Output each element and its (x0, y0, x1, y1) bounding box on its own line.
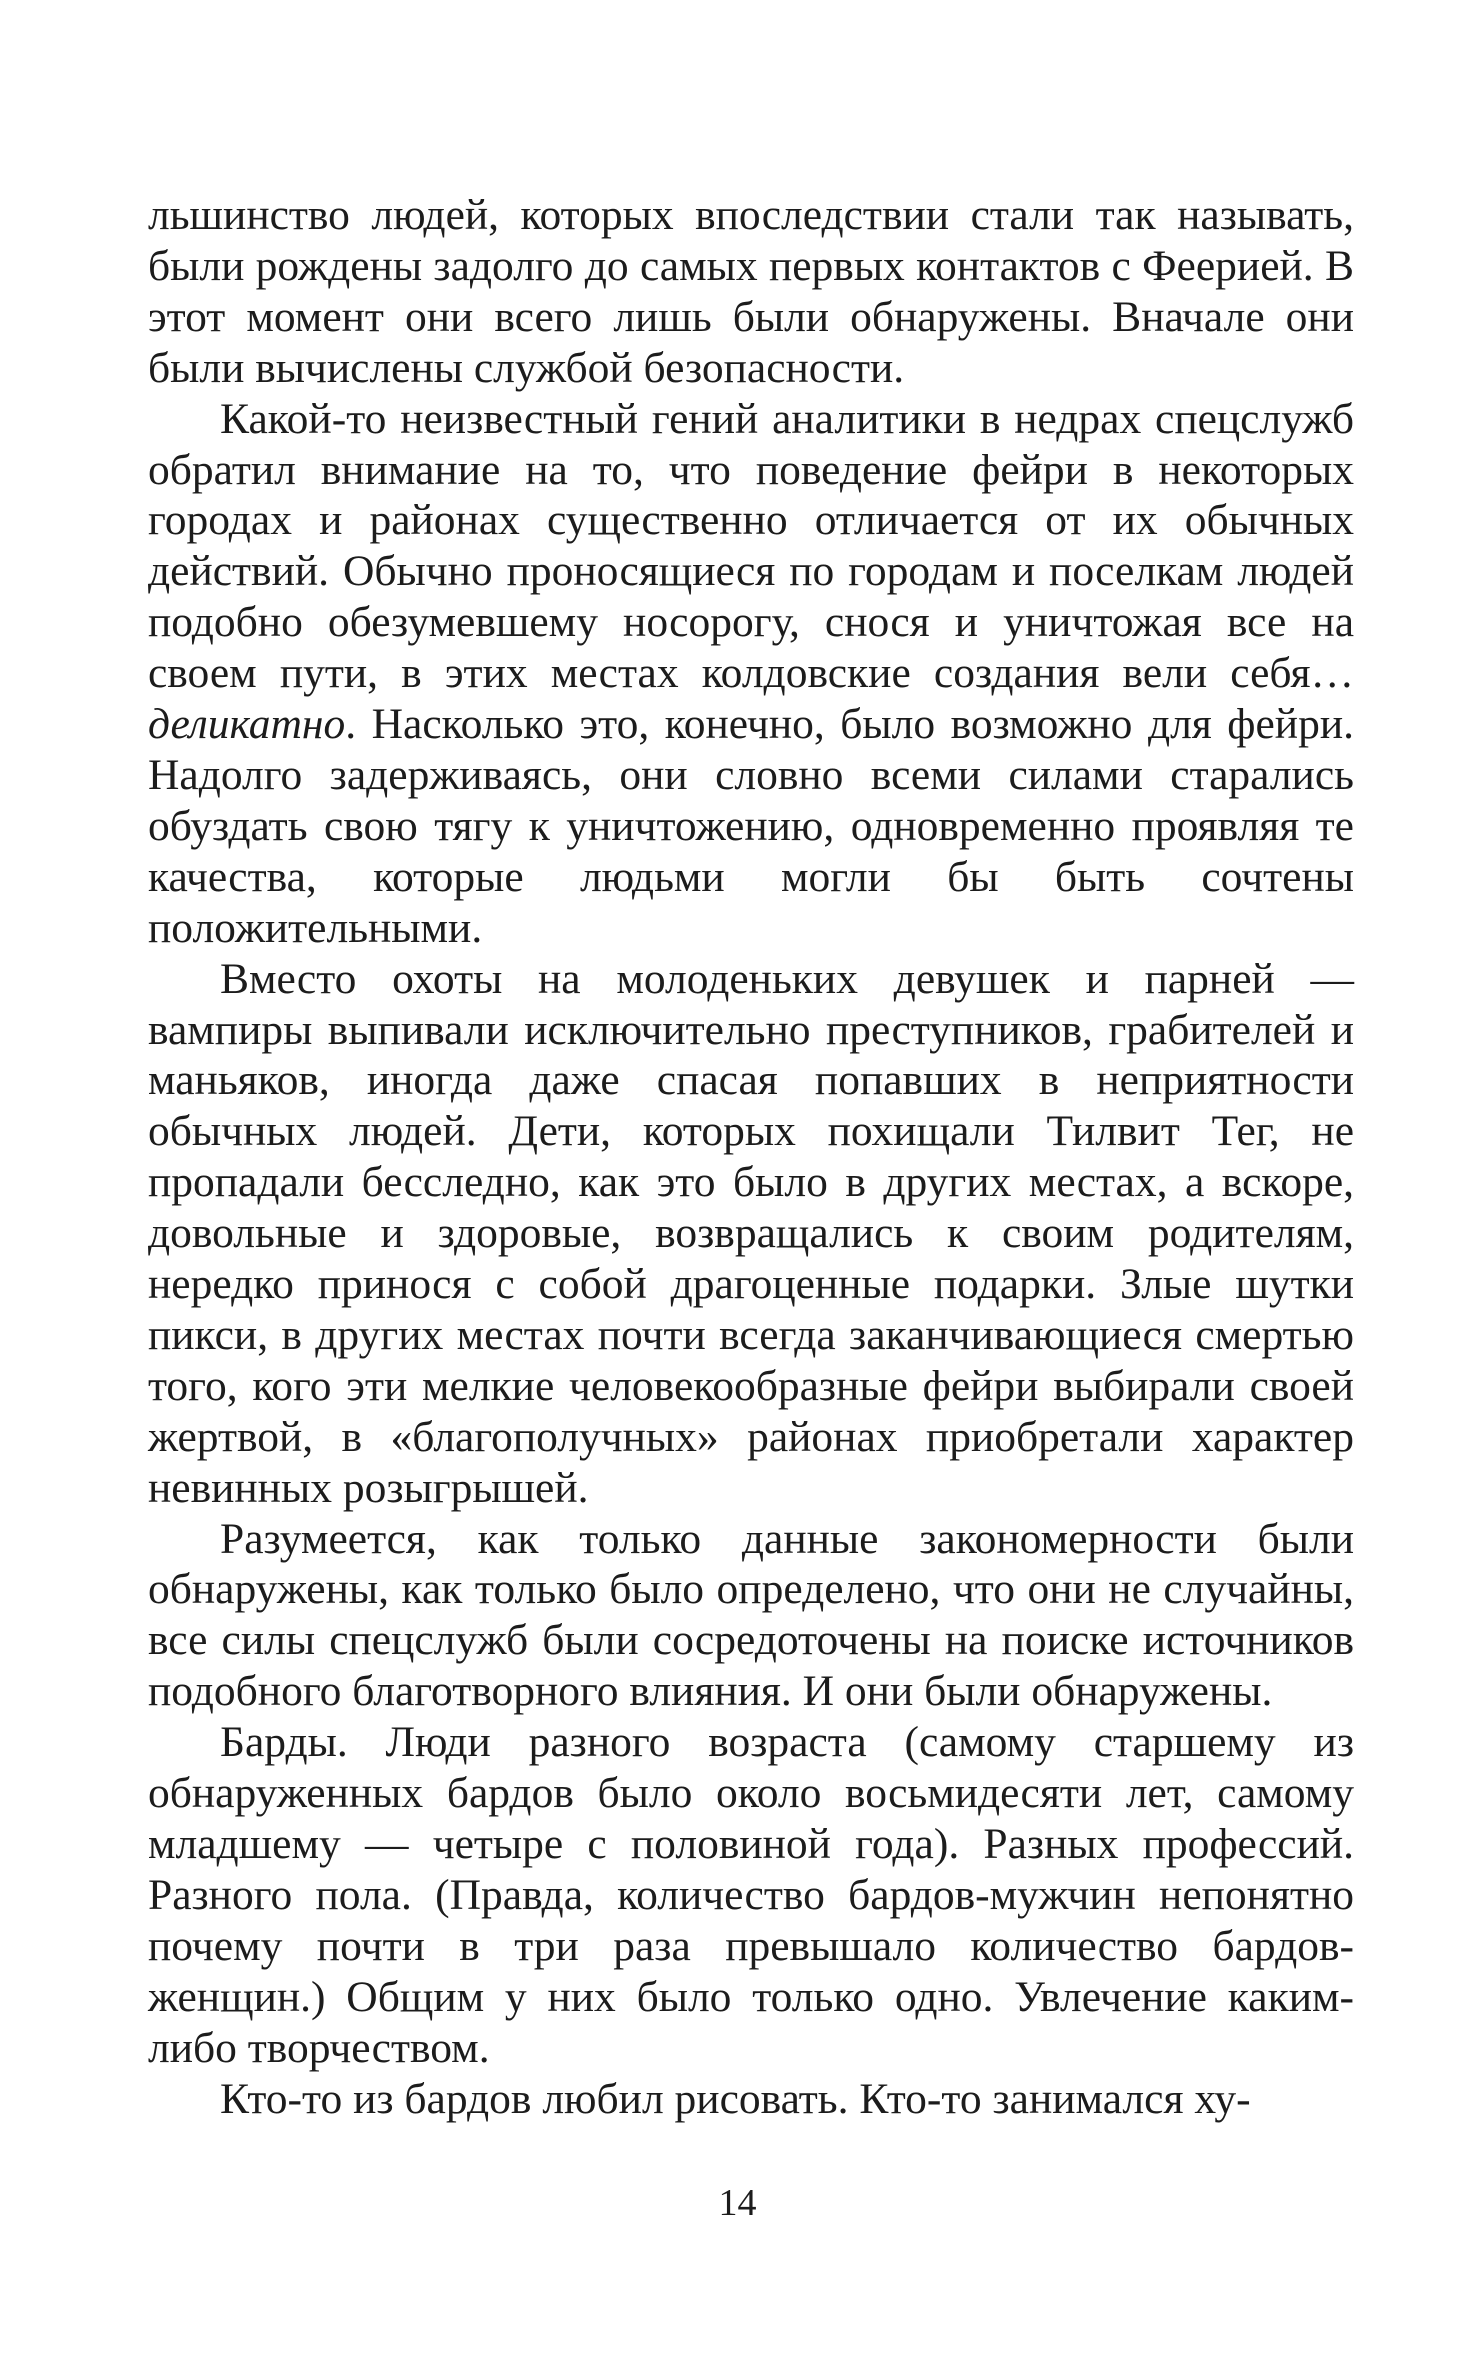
page-body (148, 190, 1354, 2190)
paragraph-1: льшинство людей, которых впоследствии стали так называть, были рождены задолго до самых первых контактов с Феерией. В этот момент они всего лишь были обнаружены. Вначале они были вычислены службой безопасности. (148, 191, 1354, 392)
paragraph-2-text-start: Какой-то неизвестный гений аналитики в недрах спецслужб обратил внимание на то, что поведение фейри в некоторых городах и районах существенно отличается от их обычных действий. Обычно проносящиеся по городам и поселкам людей подобно обезумевшему носорогу, снося и уничтожая все на своем пути, в этих местах колдовские создания вели себя… (148, 394, 1354, 698)
paragraph-2 (148, 394, 1354, 954)
paragraph-6: Кто-то из бардов любил рисовать. Кто-то занимался ху- (220, 2074, 1251, 2123)
paragraph-4: Разумеется, как только данные закономерности были обнаружены, как только было определено, что они не случайны, все силы спецслужб были сосредоточены на поиске источников подобного благотворного влияния. И они были обнаружены. (148, 1514, 1354, 1716)
page-number: 14 (718, 2182, 757, 2224)
paragraph-2-emphasis: деликатно (148, 700, 346, 749)
paragraph-2-text-end: . Насколько это, конечно, было возможно для фейри. Надолго задерживаясь, они словно всеми силами старались обуздать свою тягу к уничтожению, одновременно проявляя те качества, которые людьми могли бы быть сочтены положительными. (148, 700, 1354, 952)
paragraph-3: Вместо охоты на молоденьких девушек и парней — вампиры выпивали исключительно преступников, грабителей и маньяков, иногда даже спасая попавших в неприятности обычных людей. Дети, которых похищали Тилвит Тег, не пропадали бесследно, как это было в других местах, а вскоре, довольные и здоровые, возвращались к своим родителям, нередко принося с собой драгоценные подарки. Злые шутки пикси, в других местах почти всегда заканчивающиеся смертью того, кого эти мелкие человекообразные фейри выбирали своей жертвой, в «благополучных» районах приобретали характер невинных розыгрышей. (148, 954, 1354, 1512)
paragraph-5: Барды. Люди разного возраста (самому старшему из обнаруженных бардов было около восьмидесяти лет, самому младшему — четыре с половиной года). Разных профессий. Разного пола. (Правда, количество бардов-мужчин непонятно почему почти в три раза превышало количество бардов-женщин.) Общим у них было только одно. Увлечение каким-либо творчеством. (148, 1718, 1354, 2072)
